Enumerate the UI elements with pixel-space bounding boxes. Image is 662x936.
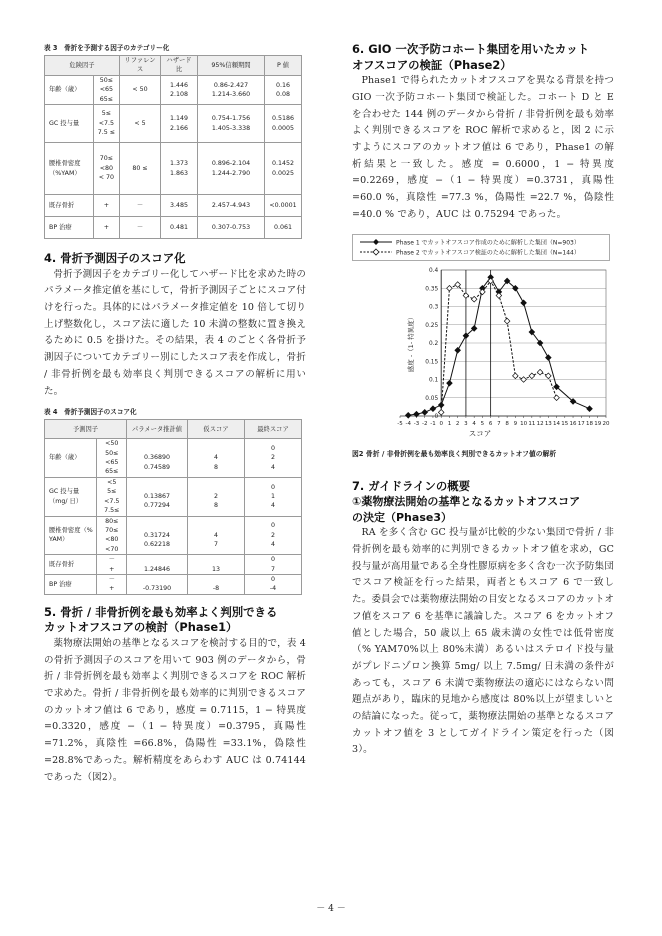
- table3: [44, 55, 302, 239]
- y-tick-label: 0.05: [425, 395, 439, 402]
- table-row: [45, 105, 302, 143]
- x-tick-label: 18: [586, 420, 594, 427]
- section6-paragraph: Phase1 で得られたカットオフスコアを異なる背景を持つ GIO 一次予防コホート集団で検証した。コホート D と E を合わせた 144 例のデータから骨折 / 非骨折例を最も効率よく判別できるスコアを ROC 解析で求めると，図 2 に示すようにスコアのカットオフ値は 6 であり，Phase1 の解析結果と一致した。感度 = 0.6000，1 − 特異度 =0.2269，感度 −（1 − 特異度）=0.3731，真陽性 =60.0 %，真陰性 =77.3 %，偽陽性 =22.7 %，偽陰性 =40.0 % であり，AUC は 0.75294 であった。: [352, 75, 614, 220]
- data-point-phase1: [455, 347, 461, 353]
- data-point-phase2: [521, 376, 527, 382]
- y-tick-label: 0.1: [428, 377, 439, 384]
- data-point-phase1: [546, 354, 552, 360]
- table3-factor: GC 投与量: [45, 105, 94, 143]
- x-tick-label: 14: [553, 420, 561, 427]
- table3-p: 0.16 0.08: [265, 75, 302, 104]
- section4-heading: 4. 骨折予測因子のスコア化: [44, 251, 186, 266]
- table3-p: 0.061: [265, 217, 302, 239]
- table3-factor: 年齢（歳）: [45, 75, 94, 104]
- table-row: [45, 439, 302, 478]
- table4-param: -0.73190: [127, 574, 188, 594]
- table3-ref: < 5: [120, 105, 161, 143]
- table4-tmp: 2 8: [188, 477, 245, 516]
- table-row: [45, 516, 302, 555]
- section5-paragraph: 薬物療法開始の基準となるスコアを検討する目的で，表 4 の骨折予測因子のスコアを用いて 903 例のデータから，骨折 / 非骨折例を最も効率よく判別できるスコアを ROC 解析で求めた。骨折 / 非骨折例を最も効率的に判別できるスコアのカットオフ値は 6 であり，感度 = 0.7115，1 − 特異度 =0.3320，感度 −（1 − 特異度）=0.3795，真陽性 =71.2%，真陰性 =66.8%，偽陽性 =33.1%，偽陰性 =28.8%であった。解析精度をあらわす AUC は 0.74144 であった（図2）。: [44, 637, 306, 783]
- table4-final: 0 1 4: [245, 477, 302, 516]
- table3-cats: 50≤ <65 65≤: [93, 75, 119, 104]
- x-tick-label: -5: [397, 420, 403, 427]
- table-row: [45, 555, 302, 575]
- table4-cats: <50 50≤ <65 65≤: [97, 439, 127, 478]
- table-row: [45, 143, 302, 195]
- legend-label-phase2: Phase 2 でカットオフスコア検証のために解析した集団（N=144）: [396, 249, 580, 257]
- left-column: [44, 42, 306, 786]
- table3-ci: 0.754-1.756 1.405-3.338: [198, 105, 265, 143]
- x-tick-label: 19: [594, 420, 602, 427]
- table3-ref: < 50: [120, 75, 161, 104]
- table3-cats: 70≤ <80 < 70: [93, 143, 119, 195]
- table3-header: P 値: [265, 56, 302, 76]
- table3-ci: 0.86-2.427 1.214-3.660: [198, 75, 265, 104]
- table4-caption: 表 4 骨折予測因子のスコア化: [44, 408, 137, 417]
- x-tick-label: 1: [447, 420, 452, 427]
- section7-paragraph: RA を多く含む GC 投与量が比較的少ない集団で骨折 / 非骨折例を最も効率的に判別できるカットオフ値を求め，GC 投与量が高用量である全身性膠原病を多く含む一次予防集団でスコア検証を行った結果，両者ともスコア 6 で一致した。委員会では薬物療法開始の目安となるスコアのカットオフ値をスコア 6 を基準に議論した。スコア 6 をカットオフ値とした場合，50 歳以上 65 歳未満の女性では低骨密度（% YAM70%以上 80%未満）あるいはステロイド投与量がプレドニゾロン換算 5mg/ 以上 7.5mg/ 日未満の条件があっても，スコア 6 未満で薬物療法の適応にはならない問題点があり，臨床的見地から感度は 80%以上が望ましいとの結論になった。従って，薬物療法開始の基準となるスコアカットオフ値を 3 としてガイドライン策定を行った（図 3）。: [352, 527, 614, 756]
- table4-final: 0 7: [245, 555, 302, 575]
- data-point-phase1: [587, 405, 593, 411]
- table4-factor: 年齢（歳）: [45, 439, 97, 478]
- table4-factor: 既存骨折: [45, 555, 97, 575]
- table3-ref: 80 ≤: [120, 143, 161, 195]
- table3-caption: 表 3 骨折を予測する因子のカテゴリー化: [44, 44, 170, 52]
- table4-factor: 腰椎骨密度（% YAM）: [45, 516, 97, 555]
- table4-cats: <5 5≤ <7.5 7.5≤: [97, 477, 127, 516]
- series-line-phase2: [441, 280, 556, 411]
- section6-heading: 6. GIO 一次予防コホート集団を用いたカット オフスコアの検証（Phase2）: [352, 42, 589, 72]
- data-point-phase1: [422, 409, 428, 415]
- table-row: [45, 75, 302, 104]
- table3-ci: 0.896-2.104 1.244-2.790: [198, 143, 265, 195]
- table4-factor: BP 治療: [45, 574, 97, 594]
- table4-final: 0 2 4: [245, 516, 302, 555]
- x-tick-label: -4: [405, 420, 411, 427]
- table3-hr: 3.485: [161, 195, 198, 217]
- data-point-phase1: [405, 412, 411, 418]
- y-tick-label: 0.35: [425, 285, 439, 292]
- figure2: [352, 234, 610, 458]
- table3-ref: －: [120, 195, 161, 217]
- table3-ref: －: [120, 217, 161, 239]
- table3-hr: 1.373 1.863: [161, 143, 198, 195]
- table4-header: 最終スコア: [245, 420, 302, 439]
- table4-cats: 80≤ 70≤ <80 <70: [97, 516, 127, 555]
- x-tick-label: -1: [430, 420, 436, 427]
- data-point-phase2: [438, 409, 444, 415]
- page-number: － 4 －: [316, 904, 346, 914]
- x-tick-label: 10: [520, 420, 528, 427]
- table3-header: 95%信頼期間: [198, 56, 265, 76]
- table3-header: ハザード比: [161, 56, 198, 76]
- table3-ci: 0.307-0.753: [198, 217, 265, 239]
- table3-factor: BP 治療: [45, 217, 94, 239]
- x-tick-label: 11: [528, 420, 536, 427]
- x-tick-label: 15: [561, 420, 569, 427]
- x-tick-label: 2: [455, 420, 460, 427]
- table4-final: 0 2 4: [245, 439, 302, 478]
- right-column: [352, 42, 614, 759]
- table3-p: <0.0001: [265, 195, 302, 217]
- table4-tmp: 4 8: [188, 439, 245, 478]
- table3-factor: 既存骨折: [45, 195, 94, 217]
- data-point-phase2: [447, 285, 453, 291]
- table4-factor: GC 投与量（mg/ 日）: [45, 477, 97, 516]
- x-tick-label: 8: [505, 420, 509, 427]
- table4-cats: － +: [97, 555, 127, 575]
- table3-ci: 2.457-4.943: [198, 195, 265, 217]
- data-point-phase2: [471, 296, 477, 302]
- x-tick-label: 6: [488, 420, 493, 427]
- table4-param: 0.13867 0.77294: [127, 477, 188, 516]
- table4-final: 0 -4: [245, 574, 302, 594]
- table3-factor: 腰椎骨密度（%YAM）: [45, 143, 94, 195]
- x-tick-label: 20: [602, 420, 610, 427]
- data-point-phase2: [529, 373, 535, 379]
- data-point-phase1: [521, 300, 527, 306]
- table3-p: 0.5186 0.0005: [265, 105, 302, 143]
- x-tick-label: 0: [439, 420, 443, 427]
- table3-cats: +: [93, 217, 119, 239]
- table-row: [45, 217, 302, 239]
- table3-cats: +: [93, 195, 119, 217]
- table3-hr: 1.446 2.108: [161, 75, 198, 104]
- x-tick-label: 9: [513, 420, 518, 427]
- section4-paragraph: 骨折予測因子をカテゴリー化してハザード比を求めた時のパラメータ推定値を基にして，骨折予測因子ごとにスコア付けを行った。具体的にはパラメータ推定値を 10 倍して切り上げ整数化し，スコア法に適した 10 未満の整数に置き換えるために 0.5 を掛けた。その結果，表 4 のごとく各骨折予測因子についてカテゴリー別にしたスコア表を作成し，骨折 / 非骨折例を最も効率良く判別できるスコアの解析に用いた。: [44, 268, 306, 397]
- x-tick-label: -2: [421, 420, 428, 427]
- section7-subheading: ①薬物療法開始の基準となるカットオフスコア の決定（Phase3）: [352, 495, 581, 524]
- table3-p: 0.1452 0.0025: [265, 143, 302, 195]
- chart-ylabel: 感度 -（1- 特異度）: [407, 313, 416, 372]
- chart-xlabel: スコア: [468, 428, 492, 438]
- x-tick-label: 4: [472, 420, 476, 427]
- legend-box: [353, 234, 610, 260]
- section5-heading: 5. 骨折 / 非骨折例を最も効率よく判別できる カットオフスコアの検討（Phase1）: [44, 604, 278, 635]
- x-tick-label: 12: [536, 420, 544, 427]
- data-point-phase2: [504, 318, 510, 324]
- table3-header: リファレンス: [120, 56, 161, 76]
- x-tick-label: -3: [413, 420, 420, 427]
- table4-tmp: 13: [188, 555, 245, 575]
- table3-hr: 0.481: [161, 217, 198, 239]
- y-tick-label: 0: [434, 413, 439, 420]
- y-tick-label: 0.2: [428, 340, 439, 347]
- legend-label-phase1: Phase 1 でカットオフスコア作成のために解析した集団（N=903）: [396, 239, 580, 247]
- data-point-phase1: [447, 380, 453, 386]
- table4-param: 0.31724 0.62218: [127, 516, 188, 555]
- table4: [44, 419, 302, 595]
- x-tick-label: 17: [577, 420, 585, 427]
- data-point-phase1: [430, 405, 436, 411]
- table4-param: 0.36890 0.74589: [127, 439, 188, 478]
- table4-tmp: 4 7: [188, 516, 245, 555]
- table4-cats: － +: [97, 574, 127, 594]
- table4-header: パラメータ推計値: [127, 420, 188, 439]
- table4-header: 予測因子: [45, 420, 127, 439]
- table4-param: 1.24846: [127, 555, 188, 575]
- table-row: [45, 195, 302, 217]
- data-point-phase2: [554, 394, 560, 400]
- chart-plot-area: [397, 268, 610, 427]
- figure2-chart: [352, 234, 614, 450]
- data-point-phase2: [513, 373, 519, 379]
- x-tick-label: 5: [480, 420, 485, 427]
- table-row: [45, 477, 302, 516]
- table4-header: 仮スコア: [188, 420, 245, 439]
- x-tick-label: 16: [569, 420, 577, 427]
- y-tick-label: 0.15: [425, 358, 439, 365]
- table-row: [45, 574, 302, 594]
- data-point-phase2: [537, 369, 543, 375]
- y-tick-label: 0.4: [428, 267, 439, 274]
- x-tick-label: 3: [464, 420, 468, 427]
- x-tick-label: 7: [497, 420, 501, 427]
- table3-cats: 5≤ <7.5 7.5 ≤: [93, 105, 119, 143]
- table4-tmp: -8: [188, 574, 245, 594]
- data-point-phase2: [496, 292, 502, 298]
- table3-hr: 1.149 2.166: [161, 105, 198, 143]
- table3-header: 危険因子: [45, 56, 120, 76]
- x-tick-label: 13: [544, 420, 552, 427]
- y-tick-label: 0.3: [428, 304, 439, 311]
- y-tick-label: 0.25: [425, 322, 439, 329]
- figure2-caption: 図2 骨折 / 非骨折例を最も効率良く判別できるカットオフ値の解析: [352, 449, 557, 458]
- section7-heading: 7. ガイドラインの概要: [352, 478, 471, 493]
- data-point-phase2: [546, 373, 552, 379]
